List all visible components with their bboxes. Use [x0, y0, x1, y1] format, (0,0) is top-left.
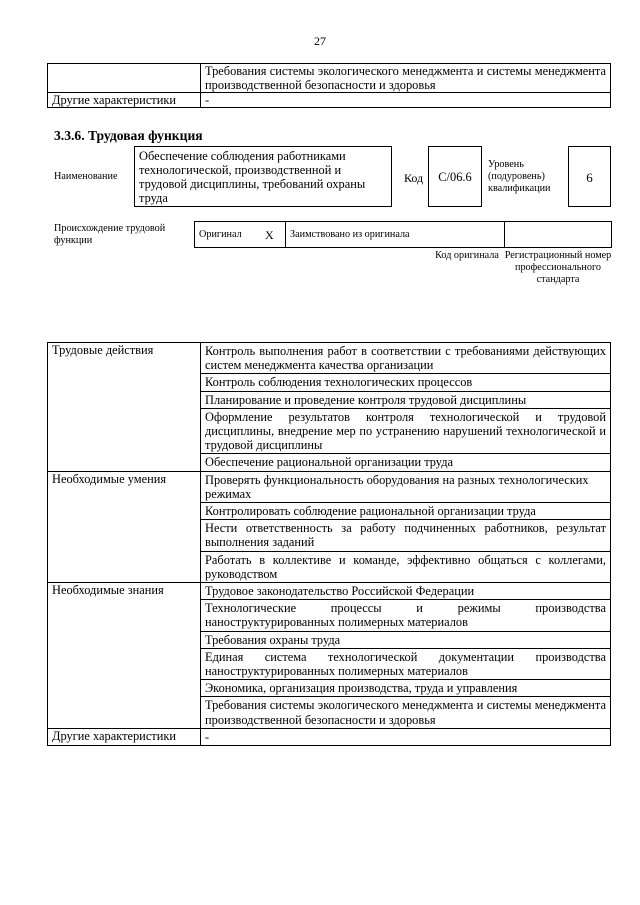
- table-cell: Контролировать соблюдение рациональной организации труда: [201, 503, 611, 520]
- empty-label-cell: [48, 64, 201, 93]
- table-cell: Технологические процессы и режимы производства наноструктурированных полимерных материалов: [201, 600, 611, 631]
- table-cell: -: [201, 93, 611, 108]
- level-value: 6: [568, 146, 611, 207]
- table-cell: Требования системы экологического менеджмента и системы менеджмента производственной безопасности и здоровья: [201, 64, 611, 93]
- table-cell: Экономика, организация производства, труда и управления: [201, 680, 611, 697]
- code-value: C/06.6: [428, 146, 482, 207]
- original-label: Оригинал: [195, 222, 262, 248]
- table-cell: Оформление результатов контроля технологической и трудовой дисциплины, внедрение мер по устранению нарушений технологической и трудовой дисциплины: [201, 408, 611, 454]
- table-cell: Контроль выполнения работ в соответствии с требованиями действующих систем менеджмента качества организации: [201, 343, 611, 374]
- table-cell: Обеспечение рациональной организации труда: [201, 454, 611, 471]
- table-label: Другие характеристики: [48, 728, 201, 745]
- section-title: 3.3.6. Трудовая функция: [54, 128, 203, 143]
- borrowed-label: Заимствовано из оригинала: [286, 222, 431, 248]
- table-cell: -: [201, 728, 611, 745]
- table-cell: Планирование и проведение контроля трудовой дисциплины: [201, 391, 611, 408]
- table-cell: Трудовое законодательство Российской Федерации: [201, 583, 611, 600]
- table-cell: Единая система технологической документации производства наноструктурированных полимерных материалов: [201, 648, 611, 679]
- code-caption: Код оригинала: [435, 250, 499, 261]
- table-cell: Требования системы экологического менеджмента и системы менеджмента производственной безопасности и здоровья: [201, 697, 611, 728]
- table-label: Необходимые умения: [48, 471, 201, 582]
- table-cell: Проверять функциональность оборудования на разных технологических режимах: [201, 471, 611, 502]
- origin-table: [194, 221, 612, 248]
- table-cell: Нести ответственность за работу подчиненных работников, результат выполнения заданий: [201, 520, 611, 551]
- continued-table: [47, 63, 611, 108]
- name-label: Наименование: [54, 171, 118, 182]
- table-cell: Требования охраны труда: [201, 631, 611, 648]
- table-label: Другие характеристики: [48, 93, 201, 108]
- table-label: Трудовые действия: [48, 343, 201, 472]
- origin-label: Происхождение трудовой функции: [54, 223, 166, 246]
- table-cell: Контроль соблюдения технологических процессов: [201, 374, 611, 391]
- level-label: Уровень (подуровень) квалификации: [488, 159, 551, 194]
- function-name: Обеспечение соблюдения работниками технологической, производственной и трудовой дисциплины, требований охраны труда: [134, 146, 392, 207]
- registration-caption: Регистрационный номер профессионального стандарта: [504, 250, 612, 285]
- code-label: Код: [404, 171, 424, 185]
- registration-number-cell: [505, 222, 612, 248]
- table-cell: Работать в коллективе и команде, эффективно общаться с коллегами, руководством: [201, 551, 611, 582]
- table-label: Необходимые знания: [48, 583, 201, 729]
- original-mark: X: [261, 222, 286, 248]
- function-table: [47, 342, 611, 746]
- original-code-cell: [430, 222, 505, 248]
- page-number: 27: [314, 34, 326, 48]
